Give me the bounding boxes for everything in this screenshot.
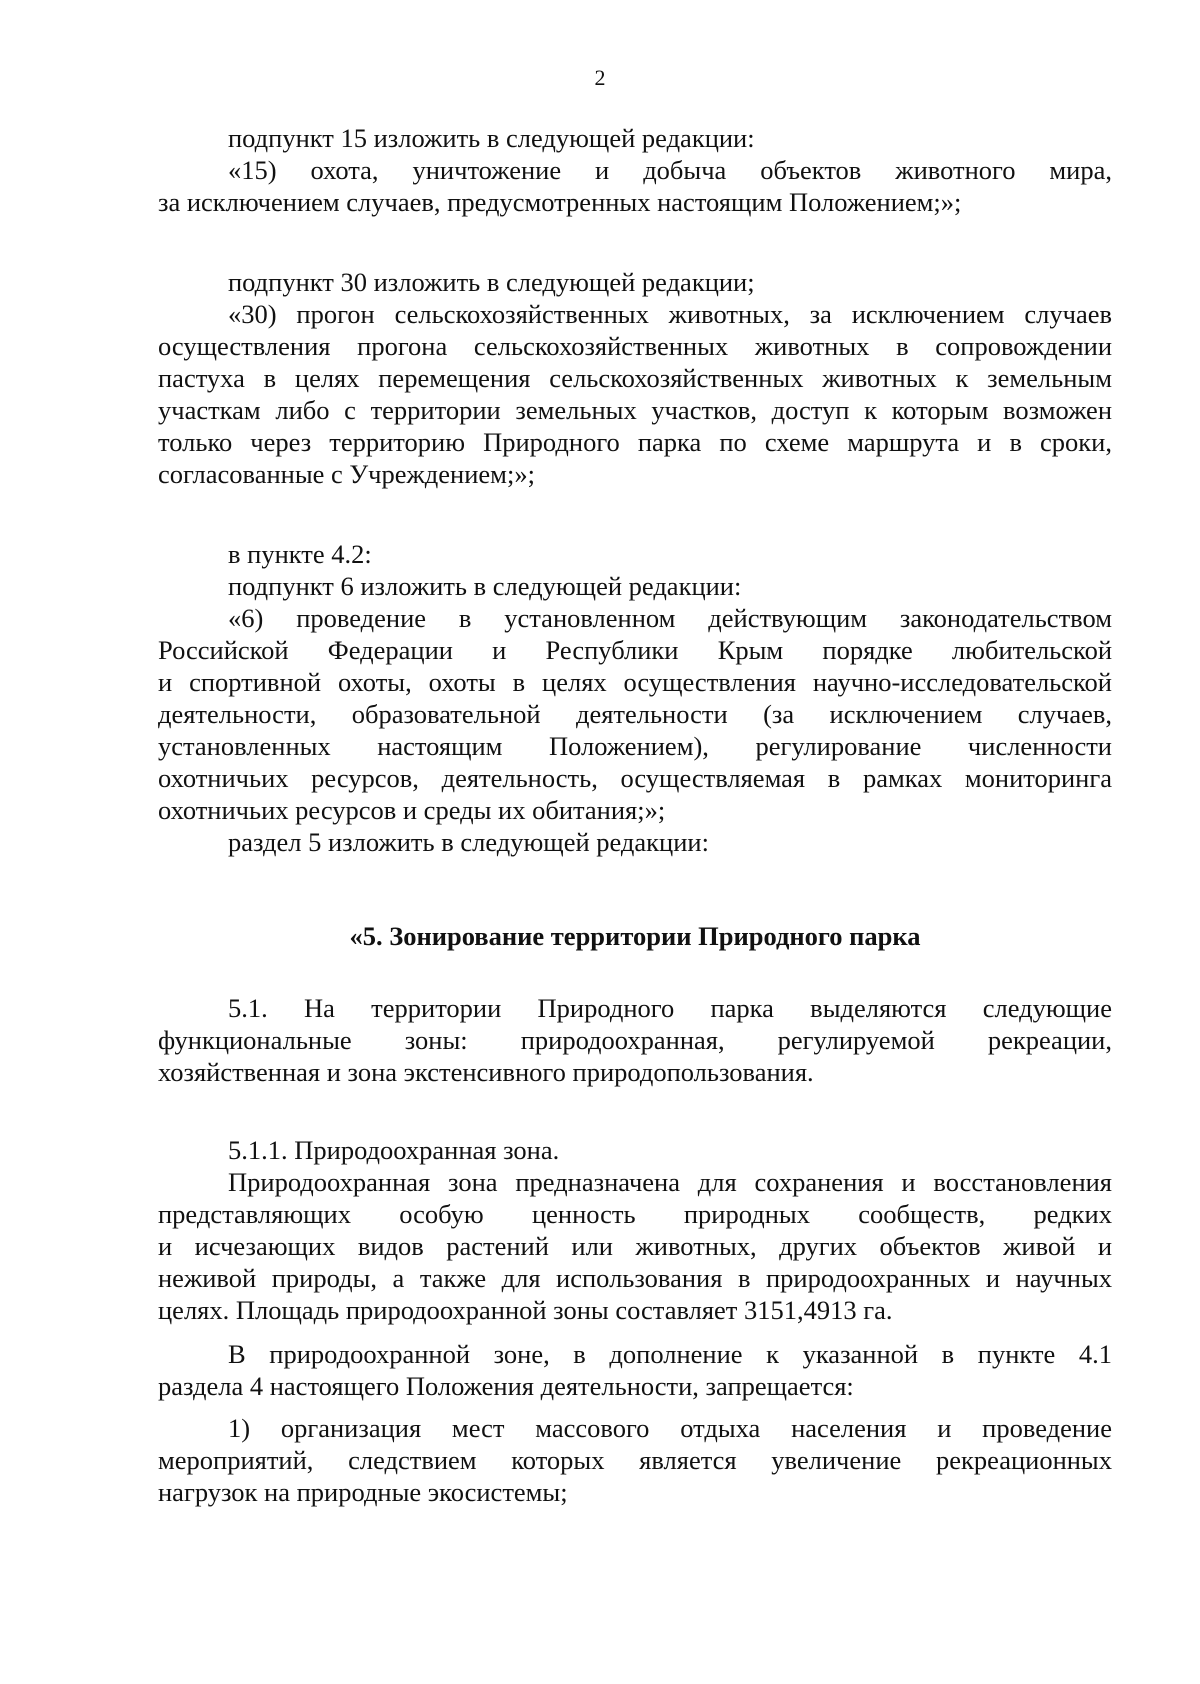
text-line: только через территорию Природного парка по схеме маршрута и в сроки, xyxy=(158,427,1112,457)
text-line: Природоохранная зона предназначена для сохранения и восстановления xyxy=(228,1167,1112,1197)
text-line: раздел 5 изложить в следующей редакции: xyxy=(228,827,709,857)
text-line: согласованные с Учреждением;»; xyxy=(158,459,535,489)
paragraph-block xyxy=(158,1338,1112,1402)
text-line: подпункт 6 изложить в следующей редакции: xyxy=(228,571,742,601)
section-heading: «5. Зонирование территории Природного парка xyxy=(349,921,921,951)
text-line: раздела 4 настоящего Положения деятельности, запрещается: xyxy=(158,1371,854,1401)
text-line: 1) организация мест массового отдыха населения и проведение xyxy=(228,1413,1112,1443)
text-line: целях. Площадь природоохранной зоны составляет 3151,4913 га. xyxy=(158,1295,893,1325)
text-line: осуществления прогона сельскохозяйственных животных в сопровождении xyxy=(158,331,1112,361)
text-line: и исчезающих видов растений или животных, других объектов живой и xyxy=(158,1231,1112,1261)
text-line: участкам либо с территории земельных участков, доступ к которым возможен xyxy=(158,395,1112,425)
text-line: мероприятий, следствием которых является увеличение рекреационных xyxy=(158,1445,1112,1475)
page-number: 2 xyxy=(594,65,606,90)
text-line: 5.1.1. Природоохранная зона. xyxy=(228,1135,560,1165)
text-line: представляющих особую ценность природных сообществ, редких xyxy=(158,1199,1112,1229)
text-line: деятельности, образовательной деятельности (за исключением случаев, xyxy=(158,699,1112,729)
text-line: функциональные зоны: природоохранная, регулируемой рекреации, xyxy=(158,1025,1112,1055)
text-line: «30) прогон сельскохозяйственных животных, за исключением случаев xyxy=(228,299,1112,329)
paragraph-block xyxy=(158,122,1112,218)
text-line: охотничьих ресурсов и среды их обитания;»; xyxy=(158,795,666,825)
paragraph-block xyxy=(158,266,1112,490)
paragraph-block xyxy=(158,538,1112,858)
text-line: Российской Федерации и Республики Крым порядке любительской xyxy=(158,635,1112,665)
paragraph-block xyxy=(158,1134,1112,1326)
text-line: подпункт 15 изложить в следующей редакции: xyxy=(228,123,755,153)
text-line: нагрузок на природные экосистемы; xyxy=(158,1477,568,1507)
text-line: подпункт 30 изложить в следующей редакции; xyxy=(228,267,755,297)
text-line: неживой природы, а также для использования в природоохранных и научных xyxy=(158,1263,1112,1293)
text-line: и спортивной охоты, охоты в целях осуществления научно-исследовательской xyxy=(158,667,1112,697)
paragraph-block xyxy=(158,1412,1112,1508)
text-line: «15) охота, уничтожение и добыча объектов животного мира, xyxy=(228,155,1112,185)
text-line: в пункте 4.2: xyxy=(228,539,372,569)
text-line: «6) проведение в установленном действующим законодательством xyxy=(228,603,1112,633)
text-line: пастуха в целях перемещения сельскохозяйственных животных к земельным xyxy=(158,363,1112,393)
text-line: хозяйственная и зона экстенсивного природопользования. xyxy=(158,1057,814,1087)
text-line: В природоохранной зоне, в дополнение к указанной в пункте 4.1 xyxy=(228,1339,1112,1369)
text-line: за исключением случаев, предусмотренных настоящим Положением;»; xyxy=(158,187,962,217)
text-line: установленных настоящим Положением), регулирование численности xyxy=(158,731,1112,761)
text-line: 5.1. На территории Природного парка выделяются следующие xyxy=(228,993,1112,1023)
text-line: охотничьих ресурсов, деятельность, осуществляемая в рамках мониторинга xyxy=(158,763,1112,793)
paragraph-block xyxy=(158,992,1112,1088)
